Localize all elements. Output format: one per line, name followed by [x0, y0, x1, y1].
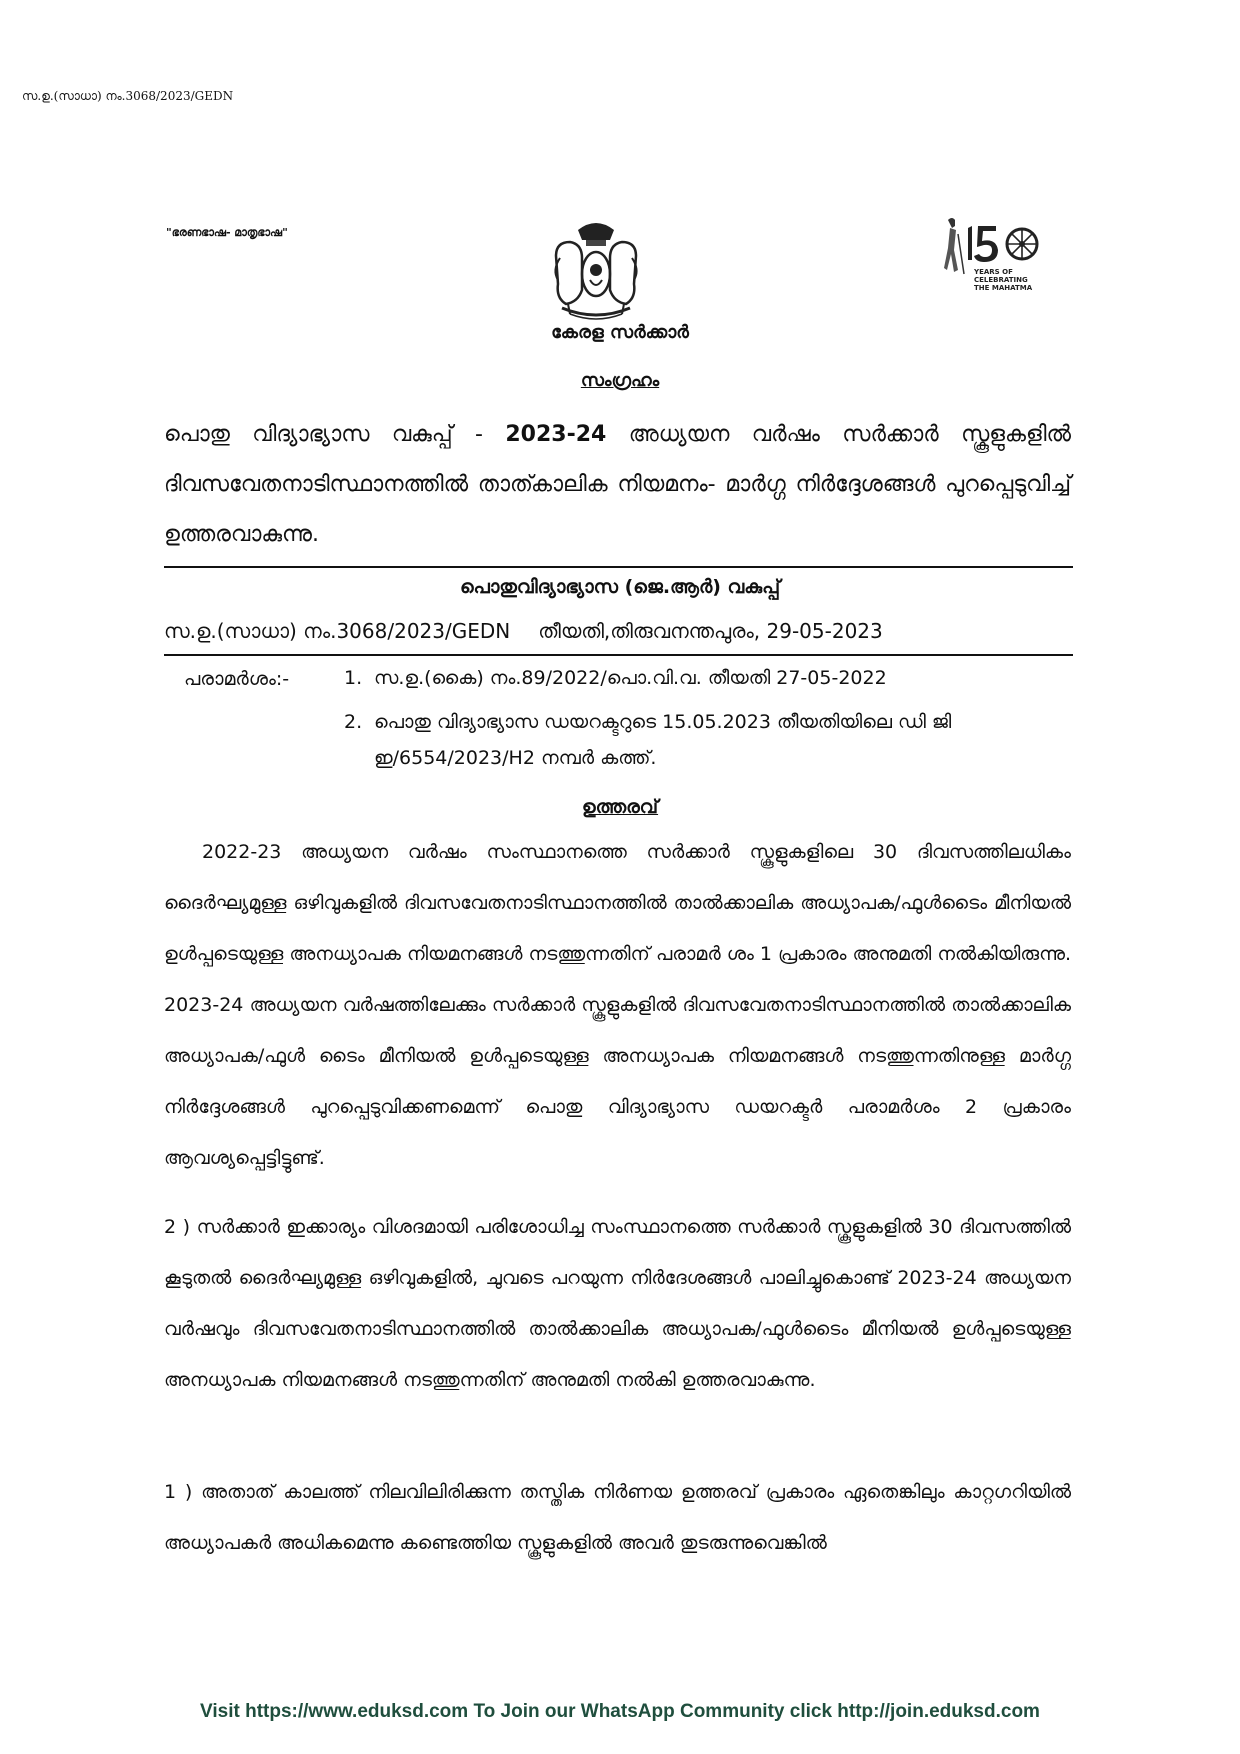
order-number-line — [164, 619, 883, 643]
logo-line-3: THE MAHATMA — [974, 284, 1033, 292]
file-reference: സ.ഉ.(സാധാ) നം.3068/2023/GEDN — [22, 89, 234, 103]
body-paragraph — [164, 1467, 1071, 1569]
order-number: സ.ഉ.(സാധാ) നം.3068/2023/GEDN — [164, 619, 511, 643]
department-name: പൊതുവിദ്യാഭ്യാസ (ജെ.ആർ) വകുപ്പ് — [459, 576, 781, 598]
paragraph-text: 2022-23 അധ്യയന വർഷം സംസ്ഥാനത്തെ സർക്കാർ സ്കൂളുകളിലെ 30 ദിവസത്തിലധികം ദൈർഘ്യമുള്ള ഒഴിവുകളിൽ ദിവസവേതനാടിസ്ഥാനത്തിൽ താൽക്കാലിക അധ്യാപക/ഫുൾടൈം മീനിയൽ ഉൾപ്പടെയുള്ള അനധ്യാപക നിയമനങ്ങൾ നടത്തുന്നതിന് പരാമർ ശം 1 പ്രകാരം അനുമതി നൽകിയിരുന്നു. 2023-24 അധ്യയന വർഷത്തിലേക്കും സർക്കാർ സ്കൂളുകളിൽ ദിവസവേതനാടിസ്ഥാനത്തിൽ താൽക്കാലിക അധ്യാപക/ഫുൾ ടൈം മീനിയൽ ഉൾപ്പടെയുള്ള അനധ്യാപക നിയമനങ്ങൾ നടത്തുന്നതിനുള്ള മാർഗ്ഗ നിർദ്ദേശങ്ങൾ പുറപ്പെടുവിക്കണമെന്ന് പൊതു വിദ്യാഭ്യാസ ഡയറക്ടർ പരാമർശം 2 പ്രകാരം ആവശ്യപ്പെട്ടിട്ടുണ്ട്. — [164, 841, 1071, 1169]
subject-year: 2023-24 — [505, 422, 607, 447]
paragraph-text: 2 ) സർക്കാർ ഇക്കാര്യം വിശദമായി പരിശോധിച്ച സംസ്ഥാനത്തെ സർക്കാർ സ്കൂളുകളിൽ 30 ദിവസത്തിൽ കൂടുതൽ ദൈർഘ്യമുള്ള ഒഴിവുകളിൽ, ചുവടെ പറയുന്ന നിർദേശങ്ങൾ പാലിച്ചുകൊണ്ട് 2023-24 അധ്യയന വർഷവും ദിവസവേതനാടിസ്ഥാനത്തിൽ താൽക്കാലിക അധ്യാപക/ഫുൾടൈം മീനിയൽ ഉൾപ്പടെയുള്ള അനധ്യാപക നിയമനങ്ങൾ നടത്തുന്നതിന് അനുമതി നൽകി ഉത്തരവാകുന്നു. — [164, 1216, 1071, 1391]
order-date: തീയതി,തിരുവനന്തപുരം, 29-05-2023 — [538, 619, 883, 643]
reference-item — [344, 704, 1064, 776]
order-title: ഉത്തരവ് — [581, 796, 659, 818]
reference-item — [344, 660, 1064, 696]
divider-bottom — [164, 654, 1073, 656]
references-label: പരാമർശം:- — [184, 668, 290, 690]
reference-text: പൊതു വിദ്യാഭ്യാസ ഡയറക്ടറുടെ 15.05.2023 തീയതിയിലെ ഡി ജി ഇ/6554/2023/H2 നമ്പർ കത്ത്. — [374, 711, 952, 769]
subject-part-2: അധ്യയന വർഷം സർക്കാർ സ്കൂളുകളിൽ ദിവസവേതനാടിസ്ഥാനത്തിൽ താത്കാലിക നിയമനം- മാർഗ്ഗ നിർദ്ദേശങ്ങൾ പുറപ്പെടുവിച്ച് ഉത്തരവാകുന്നു. — [164, 422, 1071, 547]
paragraph-text: 1 ) അതാത് കാലത്ത് നിലവിലിരിക്കുന്ന തസ്തിക നിർണയ ഉത്തരവ് പ്രകാരം ഏതെങ്കിലും കാറ്റഗറിയിൽ അധ്യാപകർ അധികമെന്നു കണ്ടെത്തിയ സ്കൂളുകളിൽ അവർ തുടരുന്നുവെങ്കിൽ — [164, 1481, 1071, 1554]
government-title: കേരള സർക്കാർ — [551, 322, 689, 343]
subject-text — [164, 410, 1071, 560]
reference-number: 2. — [344, 711, 363, 733]
divider-top — [164, 566, 1073, 568]
subject-part-1: പൊതു വിദ്യാഭ്യാസ വകുപ്പ് - — [164, 422, 506, 447]
gandhi-150-logo — [938, 214, 1046, 294]
reference-text: സ.ഉ.(കൈ) നം.89/2022/പൊ.വി.വ. തീയതി 27-05-2022 — [374, 667, 887, 689]
kerala-emblem-icon — [548, 218, 644, 324]
footer-link-text[interactable]: Visit https://www.eduksd.com To Join our WhatsApp Community click http://join.eduksd.com — [200, 1701, 1040, 1722]
body-paragraph — [164, 827, 1071, 1184]
language-slogan: "ഭരണഭാഷ- മാതൃഭാഷ" — [166, 226, 288, 239]
logo-line-1: YEARS OF — [974, 268, 1013, 276]
abstract-title: സംഗ്രഹം — [580, 370, 660, 391]
reference-number: 1. — [344, 667, 363, 689]
logo-line-2: CELEBRATING — [974, 276, 1028, 284]
body-paragraph — [164, 1202, 1071, 1406]
